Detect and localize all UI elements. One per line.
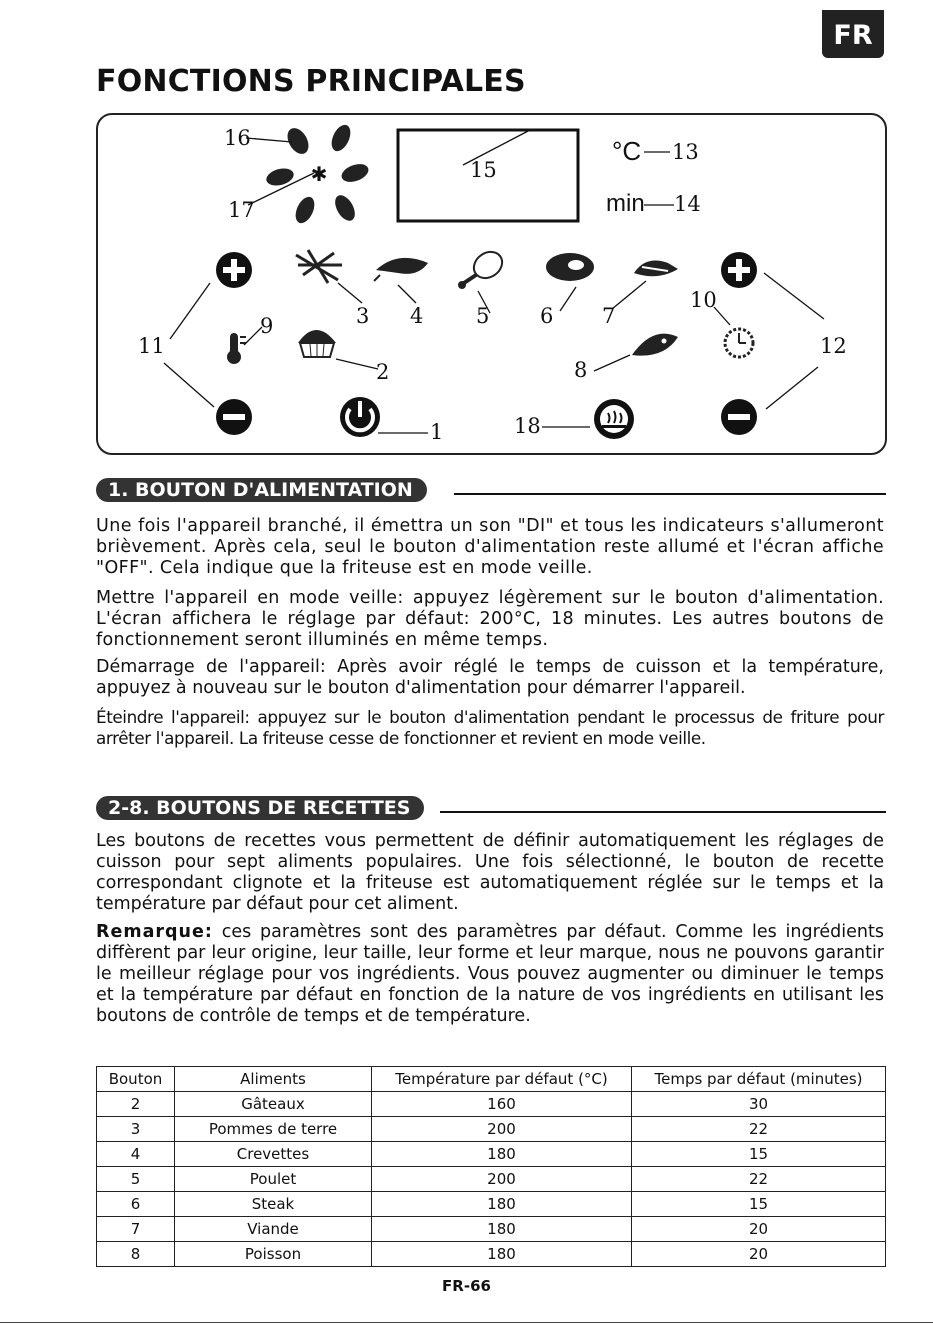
cell: 15 (632, 1192, 886, 1217)
table-row (97, 1092, 886, 1117)
callout-15: 15 (470, 158, 497, 182)
cell: Poisson (175, 1242, 372, 1267)
header-cell: Aliments (175, 1067, 372, 1092)
cell: Steak (175, 1192, 372, 1217)
keep-warm-button[interactable] (594, 399, 634, 439)
section-rule (440, 811, 886, 813)
table-row (97, 1242, 886, 1267)
temp-minus-button[interactable] (216, 399, 252, 435)
fries-icon[interactable] (296, 250, 342, 283)
temp-plus-button[interactable] (216, 252, 252, 288)
chicken-leg-icon[interactable] (458, 247, 507, 289)
fish-icon[interactable] (632, 334, 678, 356)
header-cell: Temps par défaut (minutes) (632, 1067, 886, 1092)
cell: 180 (372, 1192, 632, 1217)
cell: 3 (97, 1117, 175, 1142)
callout-18: 18 (514, 414, 541, 438)
control-panel-svg (98, 115, 885, 453)
table-header-row (97, 1067, 886, 1092)
cell: Pommes de terre (175, 1117, 372, 1142)
table-row (97, 1167, 886, 1192)
note-paragraph (96, 922, 884, 1027)
clock-icon (725, 329, 753, 357)
fan-icon (264, 122, 370, 226)
section-title: 2-8. BOUTONS DE RECETTES (96, 796, 424, 820)
thermometer-icon (227, 333, 246, 364)
recipe-defaults-table (96, 1066, 886, 1267)
callout-9: 9 (260, 314, 274, 338)
meat-icon[interactable] (634, 261, 678, 277)
callout-1: 1 (430, 420, 444, 444)
svg-text:✱: ✱ (310, 162, 328, 186)
paragraph: Éteindre l'appareil: appuyez sur le bouton d'alimentation pendant le processus de friture pour arrêter l'appareil. La friteuse cesse de fonctionner et revient en mode veille. (96, 707, 884, 748)
language-badge: FR (822, 10, 884, 58)
cell: 180 (372, 1242, 632, 1267)
time-minus-button[interactable] (721, 399, 757, 435)
page-title: FONCTIONS PRINCIPALES (96, 64, 526, 99)
minutes-label: min (606, 190, 645, 217)
callout-14: 14 (674, 192, 701, 216)
cell: 20 (632, 1242, 886, 1267)
callout-2: 2 (376, 360, 390, 384)
cell: Viande (175, 1217, 372, 1242)
cell: 180 (372, 1142, 632, 1167)
callout-5: 5 (476, 304, 490, 328)
cell: 7 (97, 1217, 175, 1242)
paragraph: Mettre l'appareil en mode veille: appuyez légèrement sur le bouton d'alimentation. L'écran affichera le réglage par défaut: 200°C, 18 minutes. Les autres boutons de fonctionnement seront illuminés en même temps. (96, 588, 884, 650)
control-panel-diagram (96, 113, 887, 455)
callout-4: 4 (410, 304, 424, 328)
cell: 4 (97, 1142, 175, 1167)
cell: 22 (632, 1117, 886, 1142)
celsius-label: °C (612, 136, 642, 166)
callout-13: 13 (672, 140, 699, 164)
cell: 160 (372, 1092, 632, 1117)
callout-12: 12 (820, 334, 847, 358)
header-cell: Bouton (97, 1067, 175, 1092)
callout-16: 16 (224, 126, 251, 150)
section-heading-recipes (96, 796, 886, 822)
cell: Gâteaux (175, 1092, 372, 1117)
power-button[interactable] (340, 397, 380, 437)
note-label: Remarque: (96, 922, 213, 942)
table-row (97, 1142, 886, 1167)
cell: 2 (97, 1092, 175, 1117)
time-plus-button[interactable] (721, 252, 757, 288)
cell: 180 (372, 1217, 632, 1242)
cell: 22 (632, 1167, 886, 1192)
callout-7: 7 (602, 304, 616, 328)
table-row (97, 1117, 886, 1142)
table-row (97, 1217, 886, 1242)
section-rule (454, 493, 886, 495)
callout-6: 6 (540, 304, 554, 328)
cell: 200 (372, 1167, 632, 1192)
table-row (97, 1192, 886, 1217)
shrimp-icon[interactable] (374, 258, 428, 281)
cell: Crevettes (175, 1142, 372, 1167)
cell: 200 (372, 1117, 632, 1142)
cell: 15 (632, 1142, 886, 1167)
cell: 8 (97, 1242, 175, 1267)
steak-icon[interactable] (546, 253, 594, 281)
callout-11: 11 (138, 334, 165, 358)
cell: 20 (632, 1217, 886, 1242)
callout-17: 17 (228, 198, 255, 222)
bottom-rule (0, 1322, 933, 1323)
paragraph: Une fois l'appareil branché, il émettra un son "DI" et tous les indicateurs s'allumeront brièvement. Après cela, seul le bouton d'alimentation reste allumé et l'écran affiche "OFF". Cela indique que la friteuse est en mode veille. (96, 516, 884, 578)
header-cell: Température par défaut (°C) (372, 1067, 632, 1092)
callout-3: 3 (356, 304, 370, 328)
paragraph: Démarrage de l'appareil: Après avoir réglé le temps de cuisson et la température, appuyez à nouveau sur le bouton d'alimentation pour démarrer l'appareil. (96, 657, 884, 698)
cell: 30 (632, 1092, 886, 1117)
section-title: 1. BOUTON D'ALIMENTATION (96, 478, 427, 502)
cell: Poulet (175, 1167, 372, 1192)
cell: 5 (97, 1167, 175, 1192)
cake-icon[interactable] (298, 330, 336, 357)
cell: 6 (97, 1192, 175, 1217)
note-text: ces paramètres sont des paramètres par défaut. Comme les ingrédients diffèrent par leur origine, leur taille, leur forme et leur marque, nous ne pouvons garantir le meilleur réglage pour vos ingrédients. Vous pouvez augmenter ou diminuer le temps et la température par défaut en fonction de la nature de vos ingrédients en utilisant les boutons de contrôle de temps et de température. (96, 922, 884, 1026)
section-heading-power (96, 478, 886, 504)
callout-10: 10 (690, 288, 717, 312)
page-number: FR-66 (442, 1277, 491, 1295)
callout-8: 8 (574, 358, 588, 382)
paragraph: Les boutons de recettes vous permettent de définir automatiquement les réglages de cuisson pour sept aliments populaires. Une fois sélectionné, le bouton de recette correspondant clignote et la friteuse est automatiquement réglée sur le temps et la température par défaut pour cet aliment. (96, 831, 884, 914)
